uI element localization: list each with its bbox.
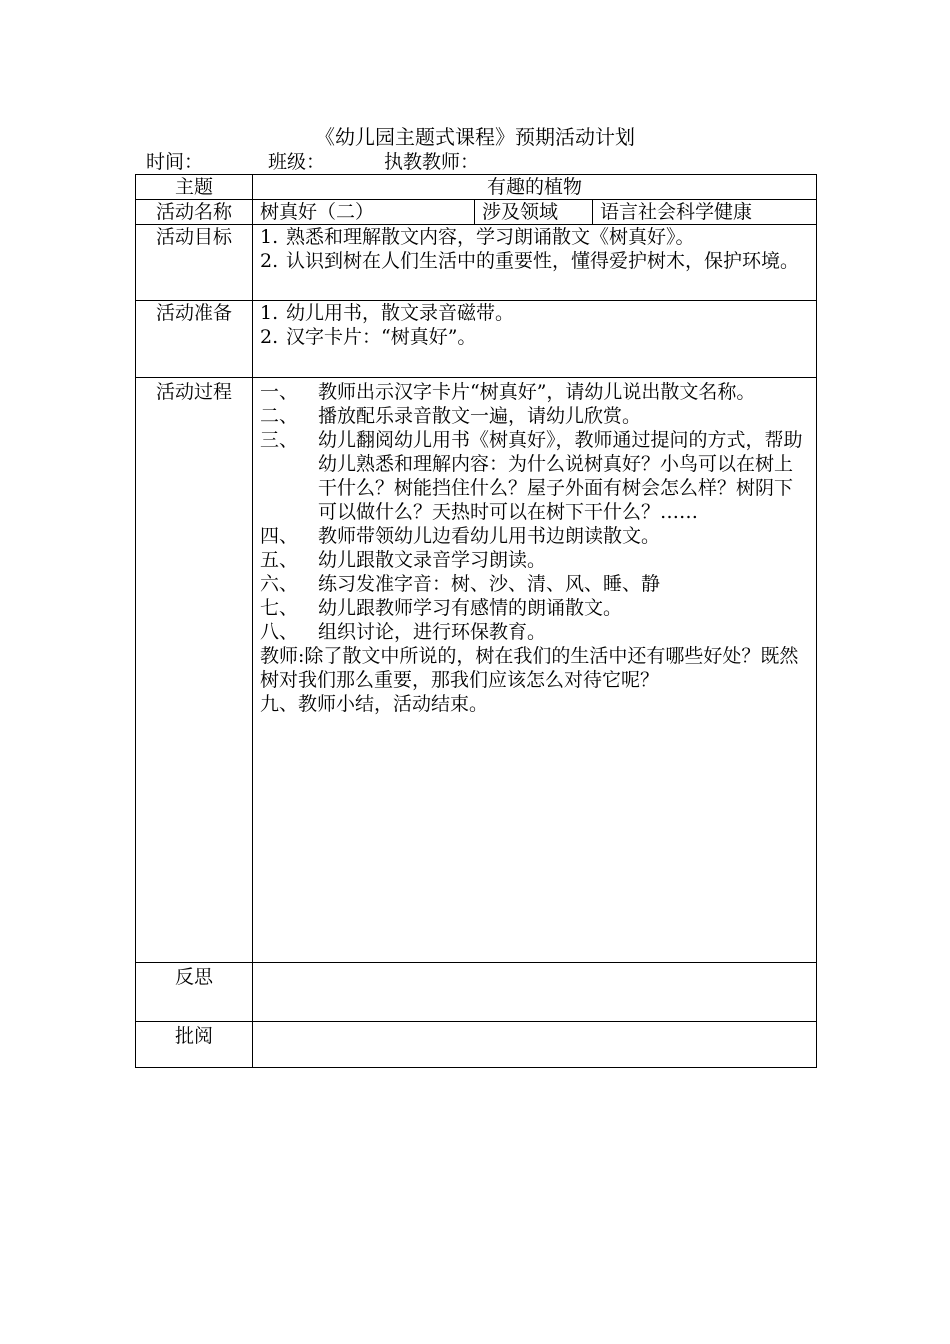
goal-list [253, 225, 817, 301]
name-label: 活动名称 [136, 200, 253, 225]
step-item: 七、 幼儿跟教师学习有感情的朗诵散文。 [260, 597, 623, 619]
name-value: 树真好（二） [253, 200, 475, 225]
process-label: 活动过程 [136, 378, 253, 963]
prep-row [136, 301, 817, 378]
theme-row [136, 175, 817, 200]
review-value [253, 1022, 817, 1068]
review-label: 批阅 [136, 1022, 253, 1068]
conclusion: 九、教师小结，活动结束。 [260, 693, 489, 715]
goal-row [136, 225, 817, 301]
process-row [136, 378, 817, 963]
domain-value: 语言社会科学健康 [593, 200, 817, 225]
teacher-label: 执教教师： [384, 151, 480, 173]
name-row [136, 200, 817, 225]
step-item: 二、 播放配乐录音散文一遍，请幼儿欣赏。 [260, 405, 642, 427]
prep-item: 1. 幼儿用书，散文录音磁带。 [260, 302, 515, 324]
reflection-value [253, 963, 817, 1022]
theme-label: 主题 [136, 175, 253, 200]
class-label: 班级： [268, 151, 326, 173]
goal-item: 2. 认识到树在人们生活中的重要性，懂得爱护树木，保护环境。 [260, 250, 800, 272]
step-item: 六、 练习发准字音：树、沙、清、风、睡、静 [260, 573, 661, 595]
theme-value: 有趣的植物 [253, 175, 817, 200]
document-title: 《幼儿园主题式课程》预期活动计划 [315, 125, 635, 149]
prep-label: 活动准备 [136, 301, 253, 378]
review-row [136, 1022, 817, 1068]
goal-label: 活动目标 [136, 225, 253, 301]
step-item: 一、 教师出示汉字卡片“树真好”，请幼儿说出散文名称。 [260, 381, 756, 403]
time-label: 时间： [146, 151, 204, 173]
goal-item: 1. 熟悉和理解散文内容，学习朗诵散文《树真好》。 [260, 226, 695, 248]
reflection-label: 反思 [136, 963, 253, 1022]
activity-plan-table [135, 174, 817, 1068]
process-list [253, 378, 817, 963]
reflection-row [136, 963, 817, 1022]
step-item: 五、 幼儿跟散文录音学习朗读。 [260, 549, 547, 571]
teacher-question: 教师:除了散文中所说的，树在我们的生活中还有哪些好处？既然树对我们那么重要，那我们应该怎么对待它呢？ [260, 645, 799, 691]
step-item: 八、 组织讨论，进行环保教育。 [260, 621, 547, 643]
step-item: 三、 幼儿翻阅幼儿用书《树真好》，教师通过提问的方式，帮助幼儿熟悉和理解内容：为什么说树真好？小鸟可以在树上干什么？树能挡住什么？屋子外面有树会怎么样？树阴下可以做什么？天热时可以在树下干什么？…… [260, 429, 803, 523]
domain-label: 涉及领域 [475, 200, 593, 225]
prep-list [253, 301, 817, 378]
step-item: 四、 教师带领幼儿边看幼儿用书边朗读散文。 [260, 525, 661, 547]
prep-item: 2. 汉字卡片：“树真好”。 [260, 326, 477, 348]
